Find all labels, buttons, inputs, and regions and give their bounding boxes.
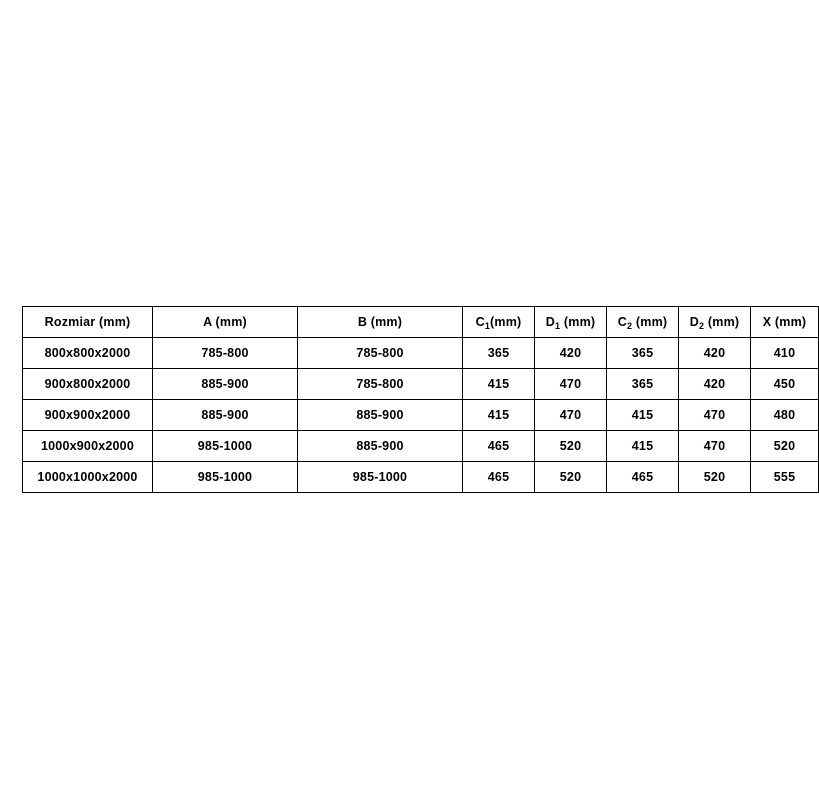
cell-d1: 420: [535, 338, 607, 369]
table-header: [23, 307, 819, 338]
column-header-c1-unit: (mm): [490, 315, 522, 329]
column-header-d2-sub: 2: [698, 321, 705, 331]
column-header-c2-sub: 2: [626, 321, 633, 331]
column-header-x-label: X (mm): [762, 315, 807, 329]
table-header-row: [23, 307, 819, 338]
table-row: [23, 369, 819, 400]
cell-c1: 465: [463, 462, 535, 493]
cell-c2: 365: [607, 338, 679, 369]
cell-b: 885-900: [298, 431, 463, 462]
column-header-c2-unit: (mm): [635, 315, 668, 329]
cell-c2: 365: [607, 369, 679, 400]
cell-x: 450: [751, 369, 819, 400]
cell-x: 520: [751, 431, 819, 462]
cell-b: 785-800: [298, 369, 463, 400]
cell-b: 785-800: [298, 338, 463, 369]
column-header-c1-base: C: [475, 315, 485, 329]
cell-size: 800x800x2000: [23, 338, 153, 369]
cell-a: 885-900: [153, 369, 298, 400]
cell-c2: 465: [607, 462, 679, 493]
table-body: [23, 338, 819, 493]
dimensions-table-container: [22, 306, 807, 493]
cell-d2: 470: [679, 400, 751, 431]
column-header-x: [751, 307, 819, 338]
cell-size: 1000x900x2000: [23, 431, 153, 462]
cell-a: 985-1000: [153, 431, 298, 462]
cell-c2: 415: [607, 431, 679, 462]
cell-size: 900x900x2000: [23, 400, 153, 431]
column-header-c1: [463, 307, 535, 338]
column-header-c1-sub: 1: [484, 321, 491, 331]
column-header-b: [298, 307, 463, 338]
cell-b: 985-1000: [298, 462, 463, 493]
cell-a: 785-800: [153, 338, 298, 369]
cell-c1: 415: [463, 400, 535, 431]
cell-c1: 465: [463, 431, 535, 462]
column-header-a-label: A (mm): [203, 315, 247, 329]
cell-d2: 420: [679, 369, 751, 400]
column-header-d2-unit: (mm): [707, 315, 740, 329]
cell-d1: 520: [535, 462, 607, 493]
dimensions-table: [22, 306, 819, 493]
cell-d1: 520: [535, 431, 607, 462]
table-row: [23, 431, 819, 462]
cell-x: 410: [751, 338, 819, 369]
cell-c1: 365: [463, 338, 535, 369]
cell-x: 480: [751, 400, 819, 431]
table-row: [23, 400, 819, 431]
cell-d1: 470: [535, 400, 607, 431]
cell-d2: 470: [679, 431, 751, 462]
table-row: [23, 338, 819, 369]
cell-size: 900x800x2000: [23, 369, 153, 400]
cell-d2: 420: [679, 338, 751, 369]
cell-b: 885-900: [298, 400, 463, 431]
cell-a: 885-900: [153, 400, 298, 431]
cell-a: 985-1000: [153, 462, 298, 493]
cell-d1: 470: [535, 369, 607, 400]
column-header-d1: [535, 307, 607, 338]
column-header-b-label: B (mm): [357, 315, 403, 329]
cell-x: 555: [751, 462, 819, 493]
column-header-size: [23, 307, 153, 338]
column-header-size-label: Rozmiar (mm): [44, 315, 131, 329]
column-header-d2-base: D: [689, 315, 699, 329]
cell-c1: 415: [463, 369, 535, 400]
column-header-a: [153, 307, 298, 338]
table-row: [23, 462, 819, 493]
column-header-d2: [679, 307, 751, 338]
column-header-d1-base: D: [545, 315, 555, 329]
column-header-c2-base: C: [617, 315, 627, 329]
cell-c2: 415: [607, 400, 679, 431]
cell-d2: 520: [679, 462, 751, 493]
column-header-d1-unit: (mm): [563, 315, 596, 329]
column-header-c2: [607, 307, 679, 338]
cell-size: 1000x1000x2000: [23, 462, 153, 493]
column-header-d1-sub: 1: [554, 321, 561, 331]
